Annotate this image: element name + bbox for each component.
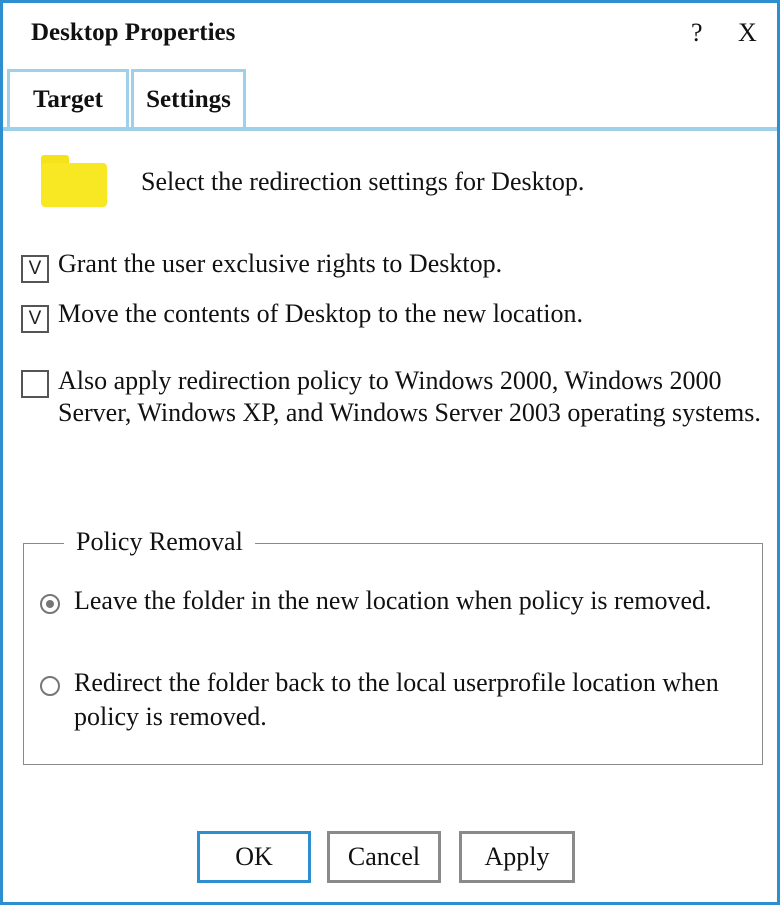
apply-button[interactable]: Apply <box>459 831 575 883</box>
intro-text: Select the redirection settings for Desktop. <box>141 167 585 196</box>
window-title: Desktop Properties <box>31 19 236 46</box>
redirect-back-radio[interactable] <box>40 676 60 696</box>
help-button[interactable]: ? <box>691 18 703 47</box>
leave-folder-label: Leave the folder in the new location when policy is removed. <box>74 586 712 615</box>
title-bar <box>3 3 777 65</box>
exclusive-rights-checkbox[interactable] <box>21 255 49 283</box>
radio-selected-dot <box>46 600 54 608</box>
ok-button[interactable]: OK <box>197 831 311 883</box>
tab-target[interactable]: Target <box>7 69 129 127</box>
legacy-os-checkbox[interactable] <box>21 370 49 398</box>
close-button[interactable]: X <box>738 18 757 47</box>
move-contents-checkbox[interactable] <box>21 305 49 333</box>
tab-divider <box>3 127 777 131</box>
tab-strip <box>3 69 777 129</box>
redirect-back-label: Redirect the folder back to the local userprofile location when policy is removed. <box>74 668 719 731</box>
cancel-button[interactable]: Cancel <box>327 831 441 883</box>
tab-settings[interactable]: Settings <box>131 69 246 127</box>
legacy-os-label: Also apply redirection policy to Windows 2000, Windows 2000 Server, Windows XP, and Windows Server 2003 operating systems. <box>58 366 761 427</box>
leave-folder-radio[interactable] <box>40 594 60 614</box>
folder-icon <box>41 155 107 207</box>
checkmark-icon: V <box>28 308 42 329</box>
exclusive-rights-label: Grant the user exclusive rights to Desktop. <box>58 249 503 278</box>
move-contents-label: Move the contents of Desktop to the new location. <box>58 299 583 328</box>
policy-removal-title: Policy Removal <box>64 527 255 557</box>
checkmark-icon: V <box>28 258 42 279</box>
policy-removal-group <box>23 527 763 765</box>
